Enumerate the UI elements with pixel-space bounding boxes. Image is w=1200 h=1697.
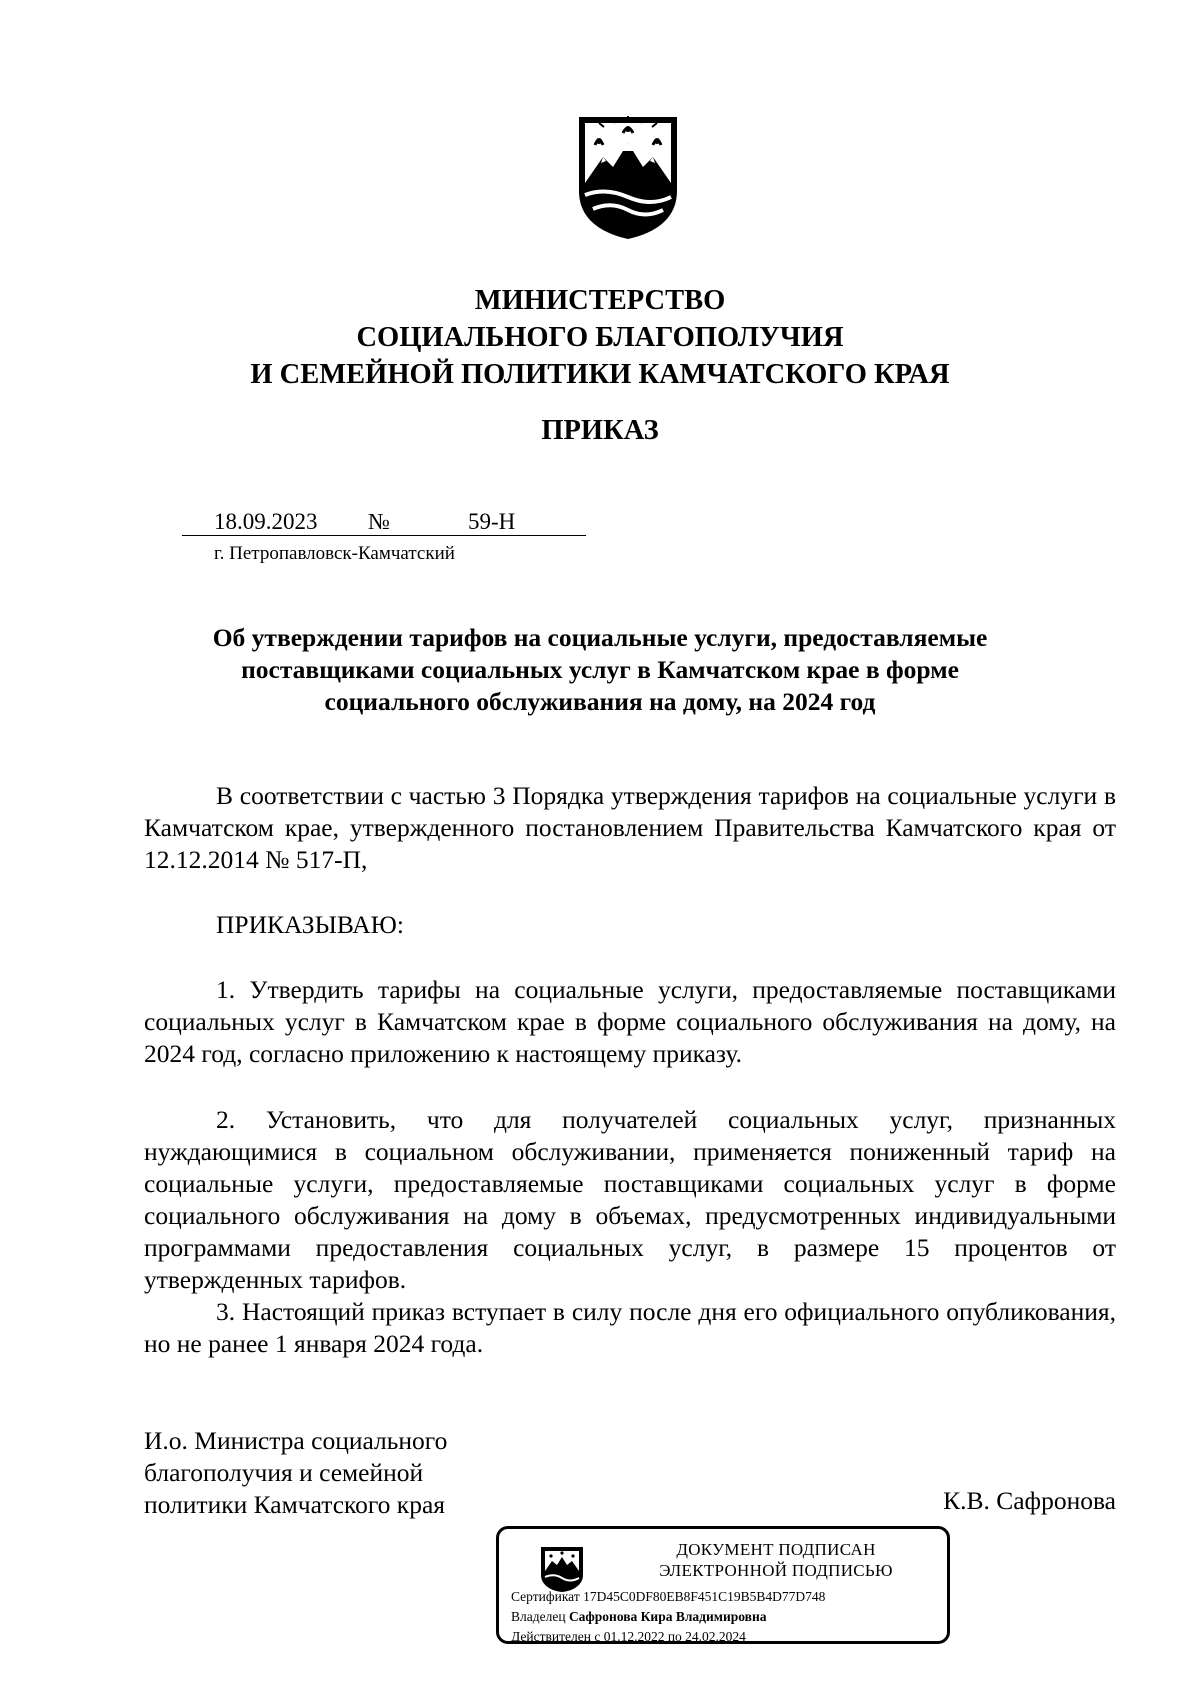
position-line2: благополучия и семейной (144, 1458, 424, 1487)
stamp-certificate (511, 1589, 825, 1605)
cert-value: 17D45C0DF80EB8F451C19B5B4D77D748 (583, 1589, 826, 1604)
stamp-title-line2: ЭЛЕКТРОННОЙ ПОДПИСЬЮ (659, 1561, 893, 1580)
preamble-paragraph: В соответствии с частью 3 Порядка утверждения тарифов на социальные услуги в Камчатском крае, утвержденного постановлением Правительства Камчатского края от 12.12.2014 № 517-П, (144, 781, 1116, 874)
owner-value: Сафронова Кира Владимировна (568, 1609, 767, 1624)
subject-line3: социального обслуживания на дому, на 2024 год (324, 687, 876, 716)
stamp-owner (511, 1609, 767, 1625)
number-sign: № (368, 509, 390, 534)
valid-from: 01.12.2022 (603, 1629, 665, 1644)
cert-label: Сертификат (511, 1589, 580, 1604)
subject-line2: поставщиками социальных услуг в Камчатском крае в форме (241, 655, 959, 684)
document-type: ПРИКАЗ (541, 415, 659, 446)
valid-to: 24.02.2024 (685, 1629, 746, 1644)
stamp-title (611, 1539, 941, 1581)
subject-line1: Об утверждении тарифов на социальные услуги, предоставляемые (212, 623, 988, 652)
position-line1: И.о. Министра социального (144, 1426, 448, 1455)
document-city: г. Петропавловск-Камчатский (214, 543, 455, 564)
order-item-2: 2. Установить, что для получателей социальных услуг, признанных нуждающимися в социальном обслуживании, применяется пониженный тариф на социальные услуги, предоставляемые поставщиками социальных услуг в форме социального обслуживания на дому в объемах, предусмотренных индивидуальными программами предоставления социальных услуг, в размере 15 процентов от утвержденных тарифов. (144, 1105, 1116, 1294)
coat-of-arms-icon (575, 113, 681, 246)
date-number-underline (182, 535, 586, 536)
valid-from-label: с (594, 1629, 601, 1644)
electronic-signature-stamp (496, 1526, 950, 1644)
stamp-title-line1: ДОКУМЕНТ ПОДПИСАН (676, 1540, 876, 1559)
ministry-name (0, 282, 1200, 393)
owner-label: Владелец (511, 1609, 566, 1624)
signatory-name: К.В. Сафронова (943, 1486, 1116, 1515)
valid-to-label: по (667, 1629, 682, 1644)
signatory-position (144, 1425, 447, 1521)
valid-label: Действителен (511, 1629, 591, 1644)
document-subject (0, 622, 1200, 718)
document-number: 59-Н (468, 509, 516, 534)
position-line3: политики Камчатского края (144, 1490, 445, 1519)
document-date: 18.09.2023 (214, 509, 318, 534)
ministry-name-line2: СОЦИАЛЬНОГО БЛАГОПОЛУЧИЯ (356, 322, 844, 353)
order-item-3: 3. Настоящий приказ вступает в силу после дня его официального опубликования, но не ранее 1 января 2024 года. (144, 1297, 1116, 1358)
order-word: ПРИКАЗЫВАЮ: (216, 910, 404, 939)
ministry-name-line1: МИНИСТЕРСТВО (474, 285, 726, 316)
order-item-1: 1. Утвердить тарифы на социальные услуги, предоставляемые поставщиками социальных услуг в Камчатском крае в форме социального обслуживания на дому, на 2024 год, согласно приложению к настоящему приказу. (144, 975, 1116, 1068)
ministry-name-line3: И СЕМЕЙНОЙ ПОЛИТИКИ КАМЧАТСКОГО КРАЯ (250, 359, 950, 390)
stamp-validity (511, 1629, 746, 1645)
